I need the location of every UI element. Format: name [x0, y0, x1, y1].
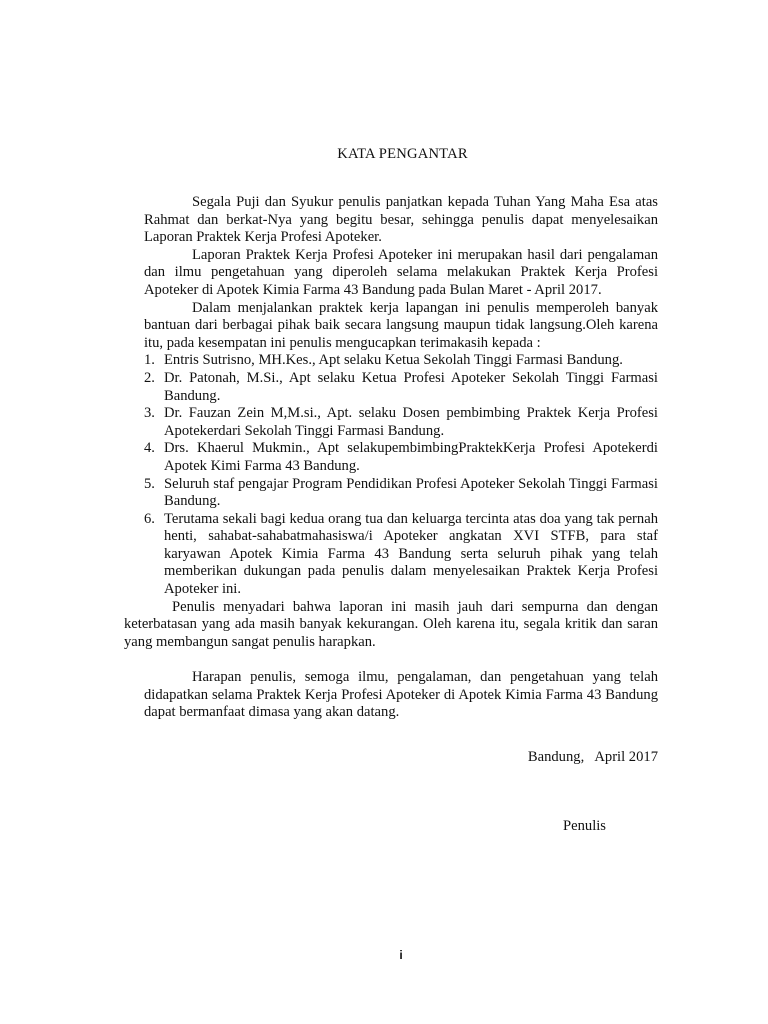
list-number: 1. [144, 352, 155, 369]
place-date: Bandung, April 2017 [527, 749, 658, 765]
list-number: 5. [144, 475, 155, 492]
list-item [144, 440, 658, 475]
signature-label: Penulis [563, 818, 606, 834]
paragraph-report: Laporan Praktek Kerja Profesi Apoteker ini merupakan hasil dari pengalaman dan ilmu pengetahuan yang diperoleh selama melakukan Praktek Kerja Profesi Apoteker di Apotek Kimia Farma 43 Bandung pada Bulan Maret - April 2017. [144, 246, 658, 298]
paragraph-thanks: Dalam menjalankan praktek kerja lapangan ini penulis memperoleh banyak bantuan dari berbagai pihak baik secara langsung maupun tidak langsung.Oleh karena itu, pada kesempatan ini penulis mengucapkan terimakasih kepada : [144, 299, 658, 351]
list-item [144, 511, 658, 599]
paragraph-intro: Segala Puji dan Syukur penulis panjatkan kepada Tuhan Yang Maha Esa atas Rahmat dan berkat-Nya yang begitu besar, sehingga penulis dapat menyelesaikan Laporan Praktek Kerja Profesi Apoteker. [144, 194, 658, 246]
paragraph-closing-2: Harapan penulis, semoga ilmu, pengalaman, dan pengetahuan yang telah didapatkan selama Praktek Kerja Profesi Apoteker di Apotek Kimia Farma 43 Bandung dapat bermanfaat dimasa yang akan datang. [144, 669, 658, 721]
page-title: KATA PENGANTAR [337, 146, 468, 162]
list-number: 4. [144, 440, 155, 457]
list-text: Drs. Khaerul Mukmin., Apt selakupembimbingPraktekKerja Profesi Apotekerdi Apotek Kimi Farma 43 Bandung. [164, 440, 658, 474]
list-item [144, 352, 658, 370]
paragraph-closing-1: Penulis menyadari bahwa laporan ini masih jauh dari sempurna dan dengan keterbatasan yang ada masih banyak kekurangan. Oleh karena itu, segala kritik dan saran yang membangun sangat penulis harapkan. [124, 598, 658, 650]
list-number: 2. [144, 369, 155, 386]
list-item [144, 476, 658, 511]
list-text: Terutama sekali bagi kedua orang tua dan keluarga tercinta atas doa yang tak pernah henti, sahabat-sahabatmahasiswa/i Apoteker angkatan XVI STFB, para staf karyawan Apotek Kimia Farma 43 Bandung serta seluruh pihak yang telah memberikan dukungan pada penulis dalam menyelesaikan Praktek Kerja Profesi Apoteker ini. [164, 510, 658, 598]
paragraph-spacer [144, 651, 658, 669]
list-item [144, 370, 658, 405]
list-item [144, 405, 658, 440]
list-text: Dr. Fauzan Zein M,M.si., Apt. selaku Dosen pembimbing Praktek Kerja Profesi Apotekerdari Sekolah Tinggi Farmasi Bandung. [164, 405, 658, 439]
document-body [124, 194, 658, 722]
list-number: 3. [144, 405, 155, 422]
list-number: 6. [144, 510, 155, 527]
list-text: Seluruh staf pengajar Program Pendidikan Profesi Apoteker Sekolah Tinggi Farmasi Bandung. [164, 475, 658, 510]
acknowledgement-list [144, 352, 658, 598]
list-text: Dr. Patonah, M.Si., Apt selaku Ketua Profesi Apoteker Sekolah Tinggi Farmasi Bandung. [164, 369, 658, 404]
list-text: Entris Sutrisno, MH.Kes., Apt selaku Ketua Sekolah Tinggi Farmasi Bandung. [164, 352, 623, 369]
page-number: i [399, 948, 403, 962]
